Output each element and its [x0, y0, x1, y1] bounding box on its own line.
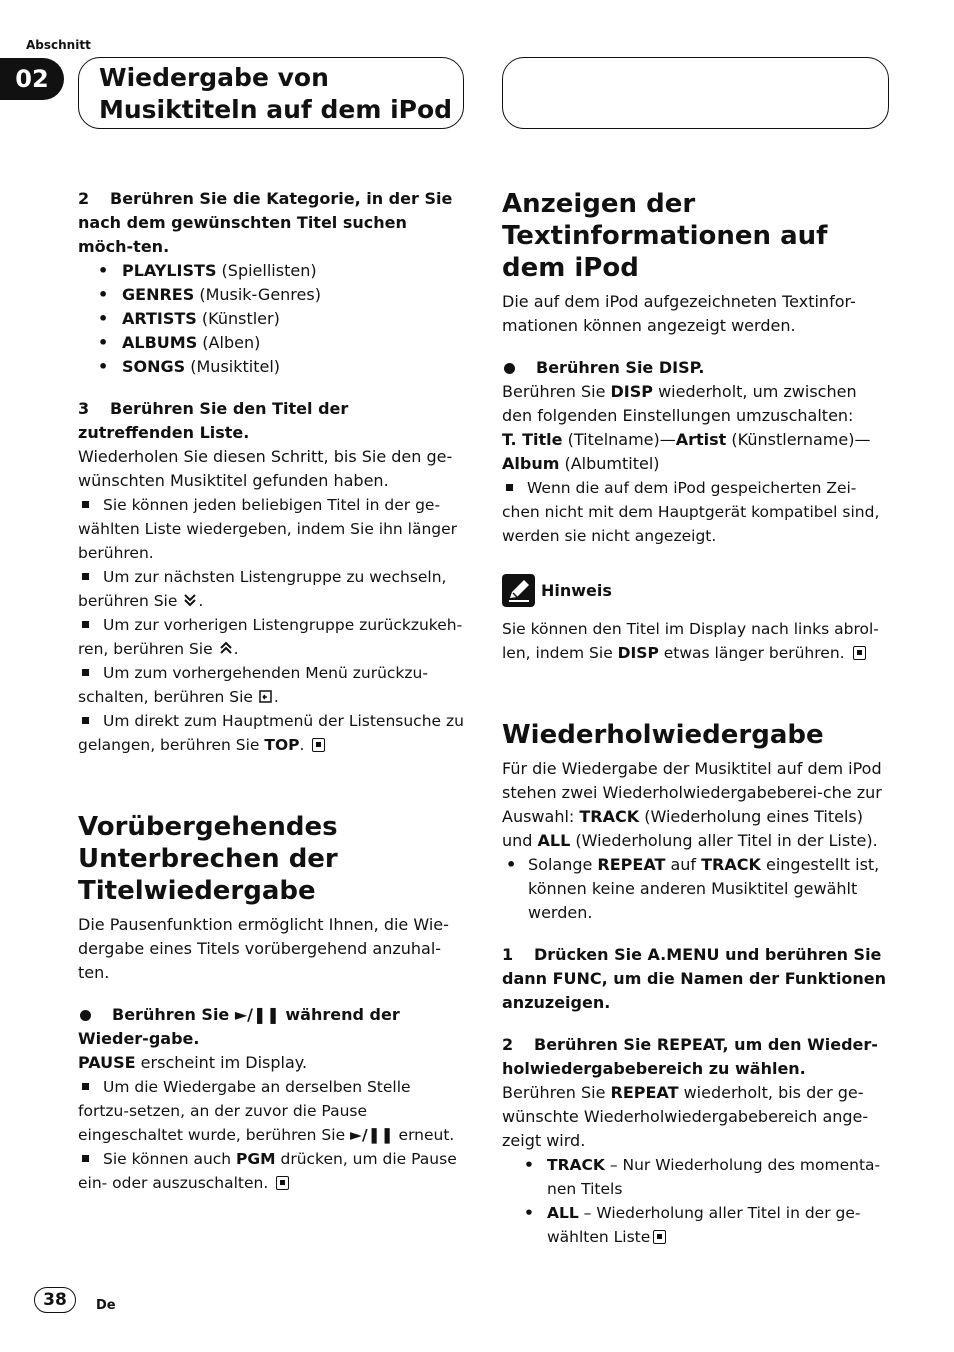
- list-item: • PLAYLISTS (Spiellisten): [78, 259, 466, 283]
- hint-header: Hinweis: [502, 574, 890, 607]
- note-square-icon: [82, 1155, 89, 1162]
- end-mark-icon: [312, 738, 325, 752]
- play-pause-icon: ►/❚❚: [234, 1005, 280, 1024]
- chapter-badge: 02: [0, 58, 64, 100]
- note-square-icon: [82, 621, 89, 628]
- list-item: • ARTISTS (Künstler): [78, 307, 466, 331]
- note: Um zum vorhergehenden Menü zurückzu-schalten, berühren Sie .: [78, 664, 428, 706]
- end-mark-icon: [853, 646, 866, 660]
- list-item: • ALL – Wiederholung aller Titel in der ge-wählten Liste: [502, 1201, 890, 1249]
- disp-action: Berühren Sie DISP.: [502, 356, 890, 380]
- repeat-options: [502, 1153, 890, 1249]
- page-number: 38: [34, 1287, 76, 1313]
- category-list: [78, 259, 466, 379]
- list-item: • SONGS (Musiktitel): [78, 355, 466, 379]
- note-square-icon: [82, 669, 89, 676]
- language-code: De: [96, 1298, 116, 1313]
- step-3: 3 Berühren Sie den Titel der zutreffenden Liste.: [78, 399, 349, 442]
- repeat-intro: Für die Wiedergabe der Musiktitel auf dem iPod stehen zwei Wiederholwiedergabeberei-che zur Auswahl: TRACK (Wiederholung eines Titels) und ALL (Wiederholung aller Titel in der Liste).: [502, 759, 882, 850]
- note-square-icon: [82, 717, 89, 724]
- repeat-bullets: [502, 853, 890, 925]
- double-chevron-up-icon: [218, 640, 234, 656]
- repeat-step-1: 1 Drücken Sie A.MENU und berühren Sie dann FUNC, um die Namen der Funktionen anzuzeigen.: [502, 945, 887, 1012]
- list-item: • GENRES (Musik-Genres): [78, 283, 466, 307]
- double-chevron-down-icon: [182, 592, 198, 608]
- play-pause-icon: ►/❚❚: [350, 1126, 394, 1144]
- step-2: 2 Berühren Sie die Kategorie, in der Sie nach dem gewünschten Titel suchen möch-ten.: [78, 189, 453, 256]
- left-column: [78, 187, 466, 1195]
- note-square-icon: [82, 501, 89, 508]
- note-square-icon: [82, 1083, 89, 1090]
- note: Um zur nächsten Listengruppe zu wechseln, berühren Sie .: [78, 568, 447, 610]
- disp-options: T. Title (Titelname)—Artist (Künstlername)— Album (Albumtitel): [502, 430, 871, 473]
- chapter-title-line2: Musiktiteln auf dem iPod: [99, 95, 453, 124]
- header-empty-box: [502, 57, 889, 129]
- pause-intro: Die Pausenfunktion ermöglicht Ihnen, die Wie-dergabe eines Titels vorübergehend anzuhal-ten.: [78, 915, 449, 982]
- back-folder-icon: [258, 688, 274, 704]
- chapter-title: [78, 57, 464, 129]
- bullet-dot-icon: [80, 1010, 91, 1021]
- note: Sie können jeden beliebigen Titel in der ge-wählten Liste wiedergeben, indem Sie ihn länger berühren.: [78, 496, 458, 562]
- note: Um die Wiedergabe an derselben Stelle fortzu-setzen, an der zuvor die Pause eingeschaltet wurde, berühren Sie ►/❚❚ erneut.: [78, 1078, 455, 1144]
- note: Sie können auch PGM drücken, um die Pause ein- oder auszuschalten.: [78, 1150, 457, 1192]
- note-square-icon: [82, 573, 89, 580]
- pause-action: Berühren Sie ►/❚❚ während der Wieder-gabe.: [78, 1005, 400, 1048]
- list-item: • Solange REPEAT auf TRACK eingestellt ist, können keine anderen Musiktitel gewählt werden.: [502, 853, 890, 925]
- repeat-step-2: 2 Berühren Sie REPEAT, um den Wieder-holwiedergabebereich zu wählen.: [502, 1035, 878, 1078]
- right-column: [502, 188, 890, 1249]
- end-mark-icon: [276, 1176, 289, 1190]
- repeat-body: Berühren Sie REPEAT wiederholt, bis der ge-wünschte Wiederholwiedergabebereich ange-zeigt wird.: [502, 1083, 869, 1150]
- repeat-heading: Wiederholwiedergabe: [502, 720, 824, 750]
- hint-text: Sie können den Titel im Display nach links abrol-len, indem Sie DISP etwas länger berühren.: [502, 620, 879, 662]
- note: Wenn die auf dem iPod gespeicherten Zei-chen nicht mit dem Hauptgerät kompatibel sind, werden sie nicht angezeigt.: [502, 479, 880, 545]
- pencil-note-icon: [502, 574, 535, 607]
- list-item: • TRACK – Nur Wiederholung des momenta-nen Titels: [502, 1153, 890, 1201]
- text-info-heading: Anzeigen der Textinformationen auf dem iPod: [502, 189, 828, 283]
- text-info-intro: Die auf dem iPod aufgezeichneten Textinfor-mationen können angezeigt werden.: [502, 292, 856, 335]
- bullet-dot-icon: [504, 363, 515, 374]
- chapter-title-line1: Wiedergabe von: [99, 63, 329, 92]
- note-square-icon: [506, 484, 513, 491]
- end-mark-icon: [653, 1230, 666, 1244]
- step-3-body: Wiederholen Sie diesen Schritt, bis Sie den ge-wünschten Musiktitel gefunden haben.: [78, 447, 453, 490]
- note: Um direkt zum Hauptmenü der Listensuche zu gelangen, berühren Sie TOP.: [78, 712, 464, 754]
- note: Um zur vorherigen Listengruppe zurückzukeh-ren, berühren Sie .: [78, 616, 463, 658]
- pause-display: PAUSE erscheint im Display.: [78, 1053, 308, 1072]
- pause-heading: Vorübergehendes Unterbrechen der Titelwiedergabe: [78, 812, 338, 906]
- list-item: • ALBUMS (Alben): [78, 331, 466, 355]
- section-label: Abschnitt: [26, 38, 91, 52]
- disp-body: Berühren Sie DISP wiederholt, um zwischen den folgenden Einstellungen umzuschalten:: [502, 382, 857, 425]
